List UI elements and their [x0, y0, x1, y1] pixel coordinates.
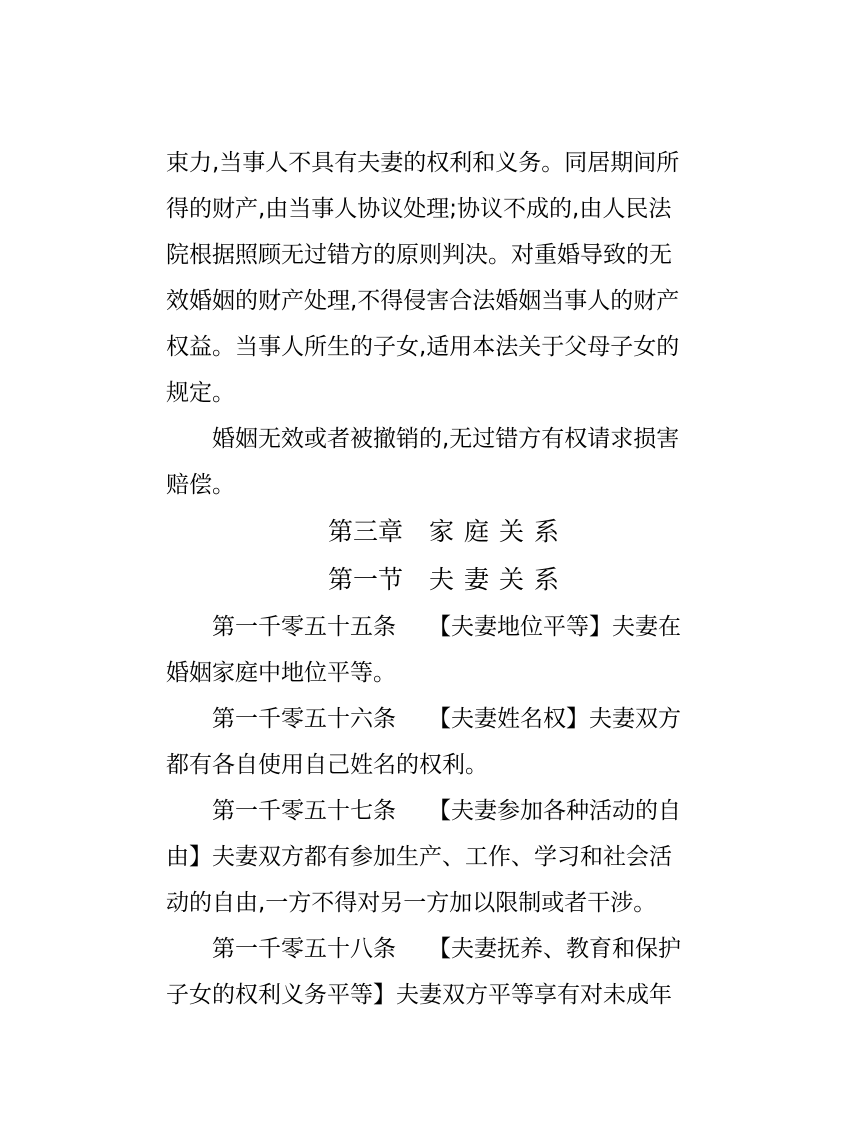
article-first-line: [166, 788, 696, 834]
text-line: 权益。当事人所生的子女,适用本法关于父母子女的: [166, 334, 680, 360]
text-line: 规定。: [166, 380, 235, 406]
chapter-title: 家庭关系: [429, 517, 570, 546]
article-first-line: [166, 604, 696, 650]
text-line: 都有各自使用自己姓名的权利。: [166, 752, 488, 778]
paragraph-property-disposition: [166, 140, 696, 416]
text-line: 婚姻家庭中地位平等。: [166, 660, 396, 686]
section-label: 第一节: [328, 565, 404, 594]
article-number: 第一千零五十八条: [212, 936, 396, 962]
text-line: 束力,当事人不具有夫妻的权利和义务。同居期间所: [166, 150, 680, 176]
article-1058: [166, 926, 696, 1018]
article-1057: [166, 788, 696, 926]
paragraph-damages: [166, 416, 696, 508]
article-number: 第一千零五十七条: [212, 798, 396, 824]
document-body: [166, 140, 696, 1018]
section-title: 夫妻关系: [429, 565, 570, 594]
article-1056: [166, 696, 696, 788]
chapter-heading: [166, 508, 696, 556]
section-heading: [166, 556, 696, 604]
article-text: 【夫妻抚养、教育和保护: [428, 936, 681, 962]
text-line: 子女的权利义务平等】夫妻双方平等享有对未成年: [166, 982, 672, 1008]
article-text: 【夫妻姓名权】夫妻双方: [428, 706, 681, 732]
text-line: 婚姻无效或者被撤销的,无过错方有权请求损害: [212, 426, 680, 452]
article-text: 【夫妻地位平等】夫妻在: [428, 614, 681, 640]
text-line: 院根据照顾无过错方的原则判决。对重婚导致的无: [166, 242, 672, 268]
article-text: 【夫妻参加各种活动的自: [428, 798, 681, 824]
article-number: 第一千零五十五条: [212, 614, 396, 640]
text-line: 效婚姻的财产处理,不得侵害合法婚姻当事人的财产: [166, 288, 680, 314]
text-line: 赔偿。: [166, 472, 235, 498]
article-first-line: [166, 926, 696, 972]
text-line: 由】夫妻双方都有参加生产、工作、学习和社会活: [166, 844, 672, 870]
article-1055: [166, 604, 696, 696]
article-number: 第一千零五十六条: [212, 706, 396, 732]
text-line: 得的财产,由当事人协议处理;协议不成的,由人民法: [166, 196, 672, 222]
text-line: 动的自由,一方不得对另一方加以限制或者干涉。: [166, 890, 657, 916]
chapter-label: 第三章: [328, 517, 404, 546]
article-first-line: [166, 696, 696, 742]
